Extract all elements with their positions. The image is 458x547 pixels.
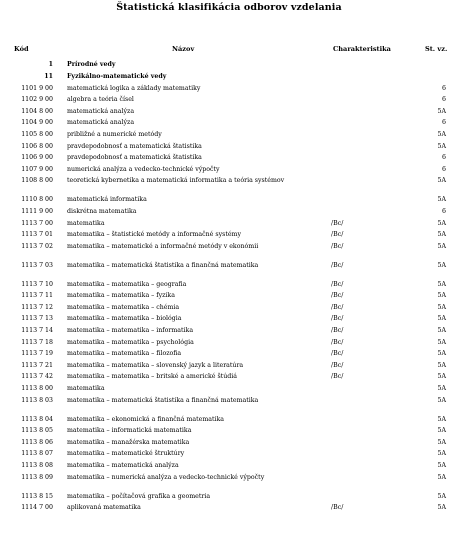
row-name: matematika – matematická analýza: [67, 462, 179, 470]
row-characteristic: /Bc/: [331, 327, 344, 335]
row-education-level: 5A: [437, 361, 446, 369]
table-row: [0, 279, 458, 291]
row-name: matematika – informatická matematika: [67, 427, 192, 435]
row-name: matematika – štatistické metódy a informačné systémy: [67, 231, 241, 239]
row-name: Prírodné vedy: [67, 61, 116, 69]
row-code: 1111 9 00: [21, 207, 53, 215]
row-name: matematika – počítačová grafika a geometria: [67, 492, 211, 500]
row-code: 1110 8 00: [21, 196, 53, 204]
row-characteristic: /Bc/: [331, 350, 344, 358]
row-name: matematika – matematická štatistika a finančná matematika: [67, 261, 259, 269]
table-row: [0, 83, 458, 95]
table-row: [0, 461, 458, 473]
row-education-level: 5A: [437, 261, 446, 269]
table-header: [0, 45, 458, 55]
table-row: [0, 241, 458, 260]
row-code: 1113 8 07: [21, 450, 53, 458]
row-education-level: 5A: [437, 373, 446, 381]
row-education-level: 6: [442, 207, 446, 215]
row-code: 1106 8 00: [21, 142, 53, 150]
table-row: [0, 176, 458, 195]
row-name: matematika – matematika – informatika: [67, 327, 194, 335]
table-row: [0, 472, 458, 491]
row-education-level: 5A: [437, 327, 446, 335]
row-education-level: 5A: [437, 130, 446, 138]
row-education-level: 5A: [437, 292, 446, 300]
row-education-level: 6: [442, 119, 446, 127]
row-code: 1113 7 01: [21, 231, 53, 239]
row-education-level: 5A: [437, 473, 446, 481]
row-name: aplikovaná matematika: [67, 504, 141, 512]
row-code: 1113 7 42: [21, 373, 53, 381]
row-code: 1104 8 00: [21, 107, 53, 115]
row-name: matematika – matematika – geografia: [67, 280, 187, 288]
row-code: 1107 9 00: [21, 165, 53, 173]
header-charakteristika: Charakteristika: [333, 45, 391, 53]
row-code: 1102 9 00: [21, 96, 53, 104]
row-name: Fyzikálno-matematické vedy: [67, 72, 167, 80]
row-code: 1113 7 02: [21, 242, 53, 250]
table-row: [0, 449, 458, 461]
row-name: matematika – matematika – psychológia: [67, 338, 194, 346]
row-characteristic: /Bc/: [331, 280, 344, 288]
row-name: matematika – matematika – fyzika: [67, 292, 175, 300]
row-name: matematická analýza: [67, 107, 135, 115]
row-education-level: 5A: [437, 177, 446, 185]
row-code: 1106 9 00: [21, 154, 53, 162]
row-name: matematika – matematika – filozofia: [67, 350, 182, 358]
table-row: [0, 437, 458, 449]
table-row: [0, 230, 458, 242]
row-name: pravdepodobnosť a matematická štatistika: [67, 154, 202, 162]
row-name: matematická informatika: [67, 196, 147, 204]
row-education-level: 5A: [437, 219, 446, 227]
row-characteristic: /Bc/: [331, 361, 344, 369]
row-code: 1113 8 15: [21, 492, 53, 500]
row-education-level: 5A: [437, 438, 446, 446]
row-education-level: 5A: [437, 315, 446, 323]
table-row: [0, 349, 458, 361]
row-code: 1113 7 11: [21, 292, 53, 300]
row-characteristic: /Bc/: [331, 373, 344, 381]
table-row: [0, 395, 458, 414]
header-kod: Kód: [14, 45, 29, 53]
table-row: [0, 130, 458, 142]
row-name: numerická analýza a vedecko-technické výpočty: [67, 165, 220, 173]
row-name: matematika – matematika – chémia: [67, 303, 180, 311]
row-code: 1113 7 10: [21, 280, 53, 288]
table-row: [0, 207, 458, 219]
row-characteristic: /Bc/: [331, 315, 344, 323]
row-education-level: 5A: [437, 107, 446, 115]
table-row: [0, 326, 458, 338]
row-education-level: 5A: [437, 450, 446, 458]
row-education-level: 5A: [437, 196, 446, 204]
row-code: 1113 8 08: [21, 462, 53, 470]
table-row: [0, 291, 458, 303]
row-name: matematická logika a základy matematiky: [67, 84, 201, 92]
row-education-level: 5A: [437, 280, 446, 288]
row-code: 1113 8 04: [21, 415, 53, 423]
row-name: matematika – matematika – biológia: [67, 315, 182, 323]
header-stupen: St. vz.: [425, 45, 448, 53]
row-code: 1113 8 09: [21, 473, 53, 481]
row-code: 1114 7 00: [21, 504, 53, 512]
table-row: [0, 72, 458, 84]
row-education-level: 5A: [437, 415, 446, 423]
row-name: matematika – ekonomická a finančná matematika: [67, 415, 225, 423]
row-education-level: 5A: [437, 504, 446, 512]
row-code: 1113 8 05: [21, 427, 53, 435]
table-row: [0, 106, 458, 118]
row-education-level: 5A: [437, 338, 446, 346]
table-row: [0, 384, 458, 396]
header-nazov: Názov: [172, 45, 195, 53]
table-row: [0, 118, 458, 130]
row-education-level: 5A: [437, 242, 446, 250]
table-row: [0, 164, 458, 176]
row-code: 1101 9 00: [21, 84, 53, 92]
row-code: 1108 8 00: [21, 177, 53, 185]
row-education-level: 5A: [437, 427, 446, 435]
row-education-level: 5A: [437, 492, 446, 500]
row-code: 1105 8 00: [21, 130, 53, 138]
row-name: matematika – numerická analýza a vedecko-technické výpočty: [67, 473, 265, 481]
table-row: [0, 141, 458, 153]
table-row: [0, 491, 458, 503]
row-name: pravdepodobnosť a matematická štatistika: [67, 142, 202, 150]
row-characteristic: /Bc/: [331, 231, 344, 239]
row-code: 1113 7 14: [21, 327, 53, 335]
row-code: 1113 7 03: [21, 261, 53, 269]
row-code: 1113 7 19: [21, 350, 53, 358]
row-name: matematika – matematické a informačné metódy v ekonómii: [67, 242, 259, 250]
row-name: približné a numerické metódy: [67, 130, 162, 138]
row-code: 1113 8 00: [21, 385, 53, 393]
row-name: matematická analýza: [67, 119, 135, 127]
row-education-level: 5A: [437, 350, 446, 358]
row-education-level: 5A: [437, 231, 446, 239]
row-characteristic: /Bc/: [331, 242, 344, 250]
row-education-level: 6: [442, 154, 446, 162]
row-name: matematika – matematika – britské a americké štúdiá: [67, 373, 237, 381]
row-education-level: 5A: [437, 462, 446, 470]
row-characteristic: /Bc/: [331, 219, 344, 227]
row-name: diskrétna matematika: [67, 207, 137, 215]
row-code: 11: [44, 72, 53, 80]
row-code: 1113 7 00: [21, 219, 53, 227]
row-code: 1113 7 21: [21, 361, 53, 369]
table-row: [0, 153, 458, 165]
classification-table: [0, 60, 458, 514]
row-characteristic: /Bc/: [331, 504, 344, 512]
table-row: [0, 426, 458, 438]
row-code: 1113 7 13: [21, 315, 53, 323]
table-row: [0, 260, 458, 279]
document-title: Štatistická klasifikácia odborov vzdelania: [116, 2, 342, 13]
table-row: [0, 503, 458, 515]
row-education-level: 5A: [437, 385, 446, 393]
row-name: matematika: [67, 385, 105, 393]
row-education-level: 5A: [437, 396, 446, 404]
row-name: matematika: [67, 219, 105, 227]
table-row: [0, 314, 458, 326]
row-code: 1113 8 06: [21, 438, 53, 446]
table-row: [0, 95, 458, 107]
row-characteristic: /Bc/: [331, 303, 344, 311]
row-education-level: 6: [442, 165, 446, 173]
row-code: 1: [48, 61, 53, 69]
table-row: [0, 303, 458, 315]
table-row: [0, 414, 458, 426]
row-name: teoretická kybernetika a matematická informatika a teória systémov: [67, 177, 285, 185]
row-name: matematika – matematika – slovenský jazyk a literatúra: [67, 361, 244, 369]
row-code: 1113 7 12: [21, 303, 53, 311]
row-name: matematika – matematická štatistika a finančná matematika: [67, 396, 259, 404]
row-education-level: 5A: [437, 142, 446, 150]
row-code: 1113 8 03: [21, 396, 53, 404]
row-code: 1113 7 18: [21, 338, 53, 346]
row-name: algebra a teória čísel: [67, 96, 134, 104]
table-row: [0, 218, 458, 230]
row-characteristic: /Bc/: [331, 261, 344, 269]
table-row: [0, 337, 458, 349]
row-education-level: 5A: [437, 303, 446, 311]
row-characteristic: /Bc/: [331, 338, 344, 346]
row-education-level: 6: [442, 96, 446, 104]
table-row: [0, 372, 458, 384]
row-education-level: 6: [442, 84, 446, 92]
table-row: [0, 195, 458, 207]
table-row: [0, 360, 458, 372]
row-name: matematika – manažérska matematika: [67, 438, 190, 446]
row-characteristic: /Bc/: [331, 292, 344, 300]
row-name: matematika – matematické štruktúry: [67, 450, 185, 458]
table-row: [0, 60, 458, 72]
row-code: 1104 9 00: [21, 119, 53, 127]
